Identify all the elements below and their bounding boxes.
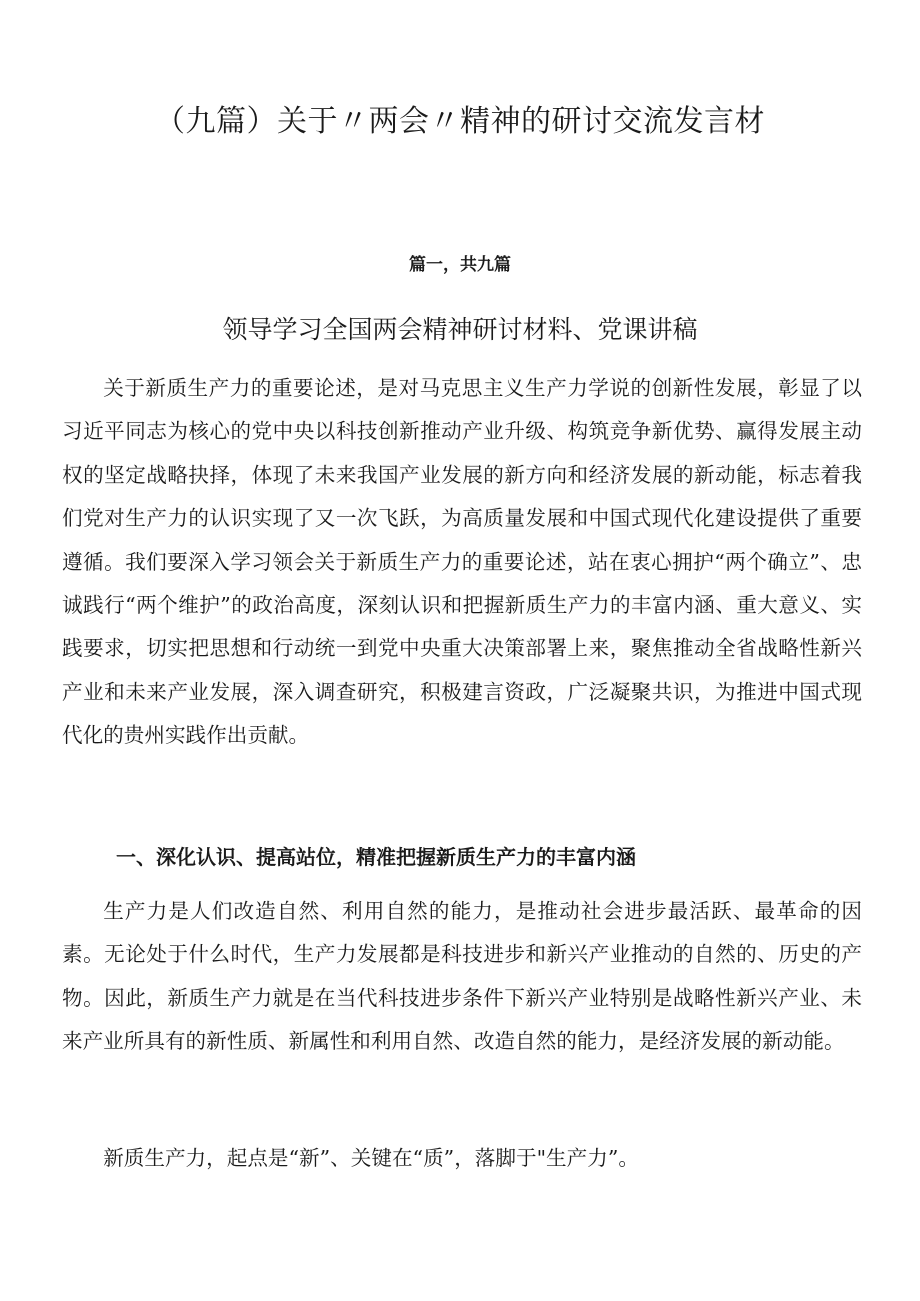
document-title: （九篇）关于〃两会〃精神的研讨交流发言材 (155, 104, 765, 139)
section-heading-1: 一、深化认识、提高站位，精准把握新质生产力的丰富内涵 (116, 845, 636, 869)
body-paragraph-3: 新质生产力，起点是“新”、关键在“质”，落脚于"生产力”。 (103, 1146, 639, 1170)
body-paragraph-2: 生产力是人们改造自然、利用自然的能力，是推动社会进步最活跃、最革命的因素。无论处于什么时代，生产力发展都是科技进步和新兴产业推动的自然的、历史的产物。因此，新质生产力就是在当代科技进步条件下新兴产业特别是战略性新兴产业、未来产业所具有的新性质、新属性和利用自然、改造自然的能力，是经济发展的新动能。 (62, 899, 862, 1054)
section-counter: 篇一，共九篇 (409, 255, 511, 275)
article-subtitle: 领导学习全国两会精神研讨材料、党课讲稿 (222, 315, 698, 344)
body-paragraph-1: 关于新质生产力的重要论述，是对马克思主义生产力学说的创新性发展，彰显了以习近平同志为核心的党中央以科技创新推动产业升级、构筑竞争新优势、赢得发展主动权的坚定战略抉择，体现了未来我国产业发展的新方向和经济发展的新动能，标志着我们党对生产力的认识实现了又一次飞跃，为高质量发展和中国式现代化建设提供了重要遵循。我们要深入学习领会关于新质生产力的重要论述，站在衷心拥护“两个确立”、忠诚践行“两个维护”的政治高度，深刻认识和把握新质生产力的丰富内涵、重大意义、实践要求，切实把思想和行动统一到党中央重大决策部署上来，聚焦推动全省战略性新兴产业和未来产业发展，深入调查研究，积极建言资政，广泛凝聚共识，为推进中国式现代化的贵州实践作出贡献。 (62, 376, 862, 748)
